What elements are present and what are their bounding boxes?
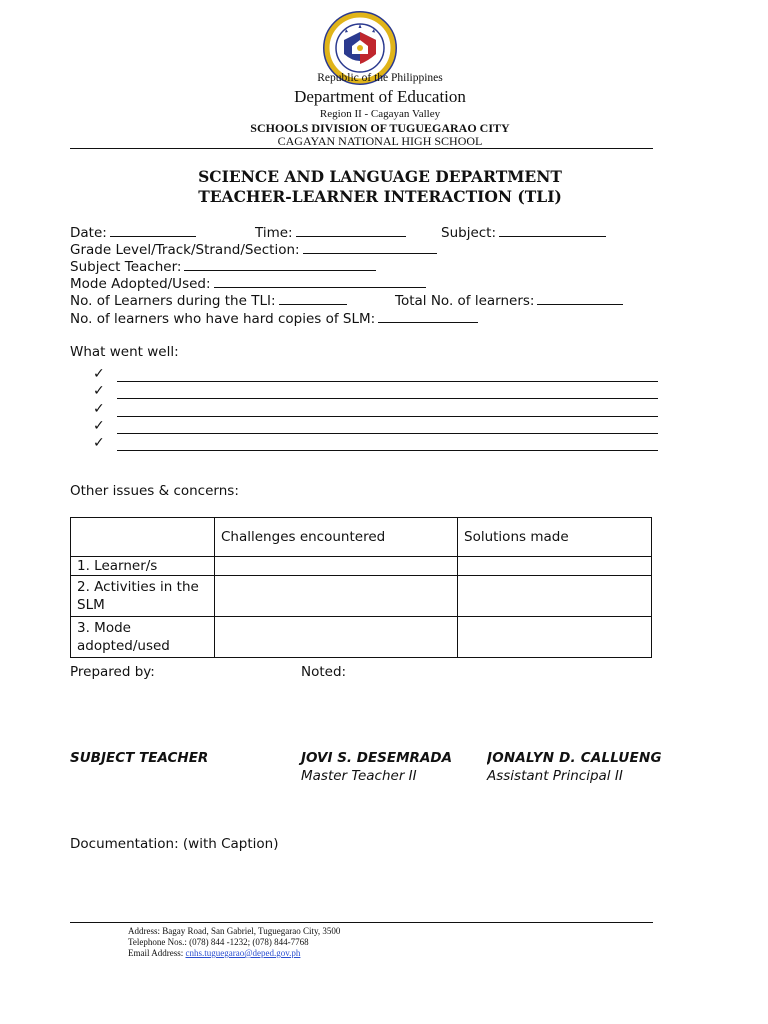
- noter2-name: JONALYN D. CALLUENG: [487, 750, 662, 766]
- noted-label: Noted:: [301, 664, 347, 680]
- time-field[interactable]: [255, 224, 406, 242]
- total-learners-label: Total No. of learners:: [395, 293, 535, 309]
- went-well-label: What went well:: [70, 344, 179, 360]
- footer-email: [128, 948, 300, 959]
- footer-address: Address: Bagay Road, San Gabriel, Tuguegarao City, 3500: [128, 926, 341, 936]
- table-header-cell: Solutions made: [458, 518, 652, 557]
- row-label: 1. Learner/s: [71, 557, 215, 576]
- went-well-line-2[interactable]: [117, 398, 658, 399]
- row-label: 3. Mode adopted/used: [71, 617, 215, 658]
- solution-cell[interactable]: [458, 617, 652, 658]
- region-line: Region II - Cagayan Valley: [319, 108, 441, 120]
- learners-tli-label: No. of Learners during the TLI:: [70, 293, 276, 309]
- documentation-label: Documentation: (with Caption): [70, 836, 279, 852]
- date-field[interactable]: [70, 224, 196, 242]
- subject-field[interactable]: [441, 224, 606, 242]
- challenge-cell[interactable]: [215, 617, 458, 658]
- school-line: CAGAYAN NATIONAL HIGH SCHOOL: [277, 134, 483, 148]
- challenge-cell[interactable]: [215, 576, 458, 617]
- hard-copies-label: No. of learners who have hard copies of SLM:: [70, 311, 376, 327]
- solution-cell[interactable]: [458, 576, 652, 617]
- hard-copies-field[interactable]: [70, 310, 478, 328]
- table-row: [71, 557, 652, 576]
- went-well-line-4[interactable]: [117, 433, 658, 434]
- table-row: [71, 576, 652, 617]
- form-title-tli: TEACHER-LEARNER INTERACTION (TLI): [198, 187, 562, 206]
- header-divider: [70, 148, 653, 149]
- check-icon: ✓: [93, 366, 105, 382]
- time-label: Time:: [255, 225, 293, 241]
- check-icon: ✓: [93, 418, 105, 434]
- went-well-line-1[interactable]: [117, 381, 658, 382]
- grade-level-field[interactable]: [70, 241, 437, 259]
- subject-label: Subject:: [441, 225, 497, 241]
- email-link[interactable]: cnhs.tuguegarao@deped.gov.ph: [185, 948, 301, 958]
- learners-tli-field[interactable]: [70, 292, 347, 310]
- table-row: [71, 617, 652, 658]
- republic-line: Republic of the Philippines: [317, 72, 443, 84]
- noter1-name: JOVI S. DESEMRADA: [301, 750, 453, 766]
- check-icon: ✓: [93, 435, 105, 451]
- went-well-line-3[interactable]: [117, 416, 658, 417]
- division-line: SCHOOLS DIVISION OF TUGUEGARAO CITY: [250, 121, 510, 135]
- solution-cell[interactable]: [458, 557, 652, 576]
- noter2-title: Assistant Principal II: [487, 768, 623, 784]
- footer-divider: [70, 922, 653, 923]
- challenge-cell[interactable]: [215, 557, 458, 576]
- mode-field[interactable]: [70, 275, 426, 293]
- footer-telephone: Telephone Nos.: (078) 844 -1232; (078) 844-7768: [128, 937, 309, 947]
- table-header-row: [71, 518, 652, 557]
- issues-table: [70, 517, 652, 658]
- prepared-by-label: Prepared by:: [70, 664, 155, 680]
- check-icon: ✓: [93, 401, 105, 417]
- subject-teacher-field[interactable]: [70, 258, 376, 276]
- total-learners-field[interactable]: [395, 292, 623, 310]
- mode-label: Mode Adopted/Used:: [70, 276, 211, 292]
- went-well-line-5[interactable]: [117, 450, 658, 451]
- date-label: Date:: [70, 225, 107, 241]
- subject-teacher-signature: SUBJECT TEACHER: [70, 750, 209, 766]
- row-label: 2. Activities in the SLM: [71, 576, 215, 617]
- issues-label: Other issues & concerns:: [70, 483, 239, 499]
- subject-teacher-label: Subject Teacher:: [70, 259, 182, 275]
- table-header-cell: Challenges encountered: [215, 518, 458, 557]
- check-icon: ✓: [93, 383, 105, 399]
- noter1-title: Master Teacher II: [301, 768, 417, 784]
- grade-level-label: Grade Level/Track/Strand/Section:: [70, 242, 300, 258]
- footer-email-label: Email Address:: [128, 948, 184, 958]
- department-name: Department of Education: [294, 87, 466, 106]
- form-title-department: SCIENCE AND LANGUAGE DEPARTMENT: [198, 167, 562, 186]
- table-header-cell: [71, 518, 215, 557]
